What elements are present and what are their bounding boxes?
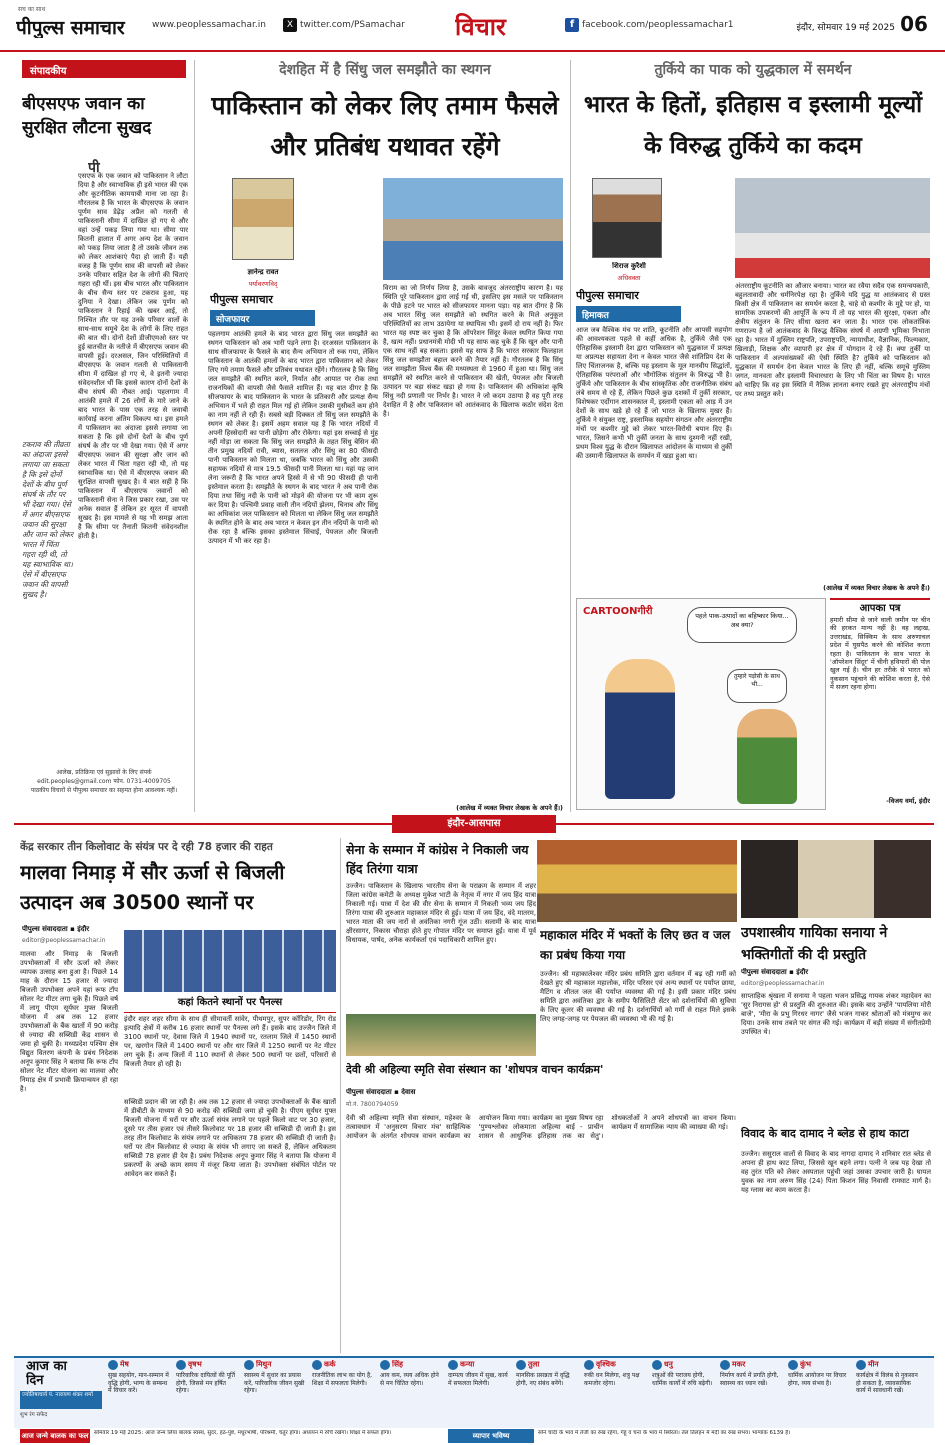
horoscope-title: आज का दिन [26, 1360, 67, 1388]
story1-kicker: केंद्र सरकार तीन किलोवाट के संयंत्र पर दे रही 78 हजार की राहत [20, 841, 273, 853]
horoscope-sign [176, 1360, 240, 1428]
article2-kicker: तुर्किये का पाक को युद्धकाल में समर्थन [654, 62, 852, 78]
section-title: विचार [455, 13, 506, 38]
sign-name: मीन [868, 1360, 879, 1369]
story4-city: इंदौर [796, 968, 809, 976]
child-text: सोमवार 19 मई 2025: आज जन्म लिया बालक स्वस्थ, सुंदर, हठ-पुष्ट, मधुरभाषी, परिश्रमी, चतुर होगा। अध्ययन में रुचि रखेगा। शिक्षा में सफल होगा। [94, 1430, 392, 1436]
cartoon-bubble-2: तुम्हारे पड़ोसी के साथ भी... [727, 669, 787, 703]
story3-body: उज्जैन। श्री महाकालेश्वर मंदिर प्रबंध समिति द्वारा वर्तमान में बढ़ रही गर्मी को देखते हुए श्री महाकाल महालोक, मंदिर परिसर एवं अन्य स्थानों पर पर्याप्त छाया, मैटिंग व शीतल जल की पर्याप्त व्यवस्था की गई है। इसी प्रकार मंदिर प्रबंध समिति द्वारा अवंतिका द्वार के समीप फैसिलिटी सेंटर को दर्शनार्थियों की सुविधा के लिए कूलर की व्यवस्था की गई है। दर्शनार्थियों को गर्मी से राहत मिले इसके लिए जगह-जगह पर पेयजल की व्यवस्था भी की गई है। [540, 970, 736, 1023]
cartoon-label: CARTOONगीरी [583, 606, 653, 617]
facebook-link[interactable]: facebook.com/peoplessamachar1 [582, 20, 734, 30]
story6-headline: विवाद के बाद दामाद ने ब्लेड से हाथ काटा [741, 1127, 909, 1140]
article1-kicker: देशहित में है सिंधु जल समझौते का स्थगन [279, 62, 491, 78]
story3-photo [537, 840, 737, 922]
article2-author-photo [592, 178, 662, 258]
market-title: व्यापार भविष्य [448, 1429, 534, 1443]
editorial-footer-email[interactable]: edit.peoples@gmail.com फोन. 0731-4009705 [37, 778, 171, 785]
sign-text: मानसिक प्रसन्नता में वृद्धि होगी, नए संबंध बनेंगे। [516, 1372, 570, 1387]
article1-body-col [318, 175, 378, 325]
page-number: 06 [900, 12, 928, 36]
horoscope-sign [244, 1360, 308, 1428]
story2-headline: सेना के सम्मान में कांग्रेस ने निकाली जय हिंद तिरंगा यात्रा [346, 842, 529, 876]
editorial-dropcap: पी [88, 160, 100, 176]
editorial-footer [18, 768, 190, 810]
regional-band: इंदौर-आसपास [392, 815, 556, 833]
horoscope-sign [108, 1360, 172, 1428]
article2-author-name: शिराज कुरैशी [612, 262, 646, 270]
story5-headline: देवी श्री अहिल्या स्मृति सेवा संस्थान का 'शोधपत्र वाचन कार्यक्रम' [346, 1063, 604, 1076]
sign-name: सिंह [392, 1360, 403, 1369]
article2-credit: (आलेख में व्यक्त विचार लेखक के अपने हैं।) [823, 584, 930, 592]
sign-text: आय कम, व्यय अधिक होने से मन चिंतित रहेगा। [380, 1372, 439, 1387]
editorial-tag: संपादकीय [22, 60, 186, 78]
article2-author-role: अधिवक्ता [617, 274, 641, 282]
editorial-footer-disclaimer: पाठकीय विचारों से पीपुल्स समाचार का सहमत होना आवश्यक नहीं। [30, 787, 178, 794]
article1-author-role: पर्यावरणविद् [248, 280, 278, 288]
story5-city: देवास [401, 1088, 416, 1096]
cartoon-figure-right [737, 709, 797, 804]
story2-photo [346, 1014, 536, 1056]
story4-headline: उपशास्त्रीय गायिका सनाया ने भक्तिगीतों की दी प्रस्तुति [741, 925, 888, 963]
article2-body-main: आज जब वैश्विक मंच पर शांति, कूटनीति और आपसी सहयोग की आवश्यकता पहले से कहीं अधिक है, तुर्किये जैसे एक ऐतिहासिक इस्लामी देश द्वारा पाकिस्तान को युद्धकाल में प्रत्यक्ष या अप्रत्यक्ष सहायता देना न केवल भारत जैसे शांतिप्रिय देश के लिए चिंताजनक है, बल्कि यह इस्लाम के मूल मानवीय सिद्धांतों, ऐतिहासिक परंपराओं और भौगोलिक संतुलन के विरुद्ध भी है। तुर्किये और पाकिस्तान के बीच सांस्कृतिक और राजनीतिक संबंध लंबे समय से रहे हैं, लेकिन पिछले कुछ दशकों में तुर्की सरकार, विशेषकर एर्दोगान शासनकाल में, इस्लामी एकता को आड़ में उन देशों के साथ खड़े हो रहे हैं जो भारत के खिलाफ मुखर हैं। तुर्किये ने संयुक्त राष्ट्र, इस्लामिक सहयोग संगठन और अंतरराष्ट्रीय मंचों पर कश्मीर मुद्दे को लेकर भारत-विरोधी बयान दिए हैं। भारत, जिसने कभी भी तुर्की जनता के साथ दुश्मनी नहीं रखी, प्रथम विश्व युद्ध के दौरान खिलाफत आंदोलन के माध्यम से तुर्की की उस्मानी खिलाफत के समर्थन में खड़ा हुआ था। [576, 326, 732, 460]
article1-author-name: ज्ञानेन्द्र रावत [247, 268, 279, 276]
horoscope-sign [652, 1360, 716, 1428]
sign-name: कर्क [324, 1360, 336, 1369]
story1-byline: पीपुल्स संवाददाता ▪ इंदौर [22, 925, 90, 933]
divider [570, 60, 571, 812]
story4-email: editor@peoplessamachar.in [741, 980, 825, 987]
story1-body2: सब्सिडी प्रदान की जा रही है। अब तक 12 हजार से ज्यादा उपभोक्ताओं के बैंक खातों में डीबीटी के माध्यम से 90 करोड़ की सब्सिडी जमा हो चुकी है। पीएम सूर्यघर मुफ्त बिजली योजना में घरों पर सौर ऊर्जा संयंत्र लगाने पर पहले किलो वाट पर 30 हजार, दूसरे पर तीस हजार एवं तीसरे किलोवाट पर 18 हजार की सब्सिडी दी जाती है। इस तरह तीन किलोवाट के संयंत्र लगाने पर अधिकतम 78 हजार की सब्सिडी दी जाती है। घरों पर तीन किलोवाट से ज्यादा के संयंत्र भी लगाए जा सकते हैं, लेकिन अधिकतम सब्सिडी 78 हजार ही देय है। प्रबंध निदेशक अनूप कुमार सिंह ने बताया कि योजना में प्रकरणों के अच्छे काम समय में मंजूर किया जाता है। उपभोक्ता संबंधित पोर्टल पर आवेदन कर सकते हैं। [124, 1098, 336, 1178]
horoscope-sign [720, 1360, 784, 1428]
x-icon: X [283, 18, 297, 32]
horoscope-strip [14, 1356, 934, 1428]
editorial-pullquote: टकराव की तीव्रता का अंदाजा इससे लगाया जा सकता है कि इसे दोनों देशों के बीच पूर्ण संघर्ष के तौर पर भी देखा गया। ऐसे में अगर बीएसएफ जवान की सुरक्षा और जान को लेकर भारत में चिंता गहरा रही थी, तो यह स्वाभाविक था। ऐसे में बीएसएफ जवान की वापसी सुखद है। [22, 440, 74, 599]
dateline: इंदौर, सोमवार 19 मई 2025 [796, 23, 895, 33]
story1-email: editor@peoplessamachar.in [22, 937, 106, 944]
logo[interactable]: पीपुल्स समाचार [16, 17, 125, 38]
sign-text: पारिवारिक दायित्वों की पूर्ति होगी, जिससे मन हर्षित रहेगा। [176, 1372, 235, 1394]
story1-headline: मालवा निमाड़ में सौर ऊर्जा से बिजली उत्पादन अब 30500 स्थानों पर [20, 861, 285, 914]
story1-box: इंदौर शहर शहर सीमा के साथ ही सीमावर्ती सांवेर, पीथमपुर, सुपर कॉरिडोर, रिंग रोड इत्यादि क्षेत्रों में करीब 16 हजार स्थानों पर पैनल्स लगे हैं। इसके बाद उज्जैन जिले में 3100 स्थानों पर, देवास जिले में 1940 स्थानों पर, रतलाम जिले में 1450 स्थानों पर, खरगोन जिले में 1400 स्थानों पर और धार जिले में 1250 स्थानों पर नेट मीटर लग चुके हैं। अन्य जिलों में 110 स्थानों से लेकर 500 स्थानों पर छतों, परिसरों से बिजली तैयार हो रही है। [124, 1012, 336, 1094]
article2-body2: अंतरराष्ट्रीय कूटनीति का औजार बनाया। भारत का रवैया सदैव एक समन्वयकारी, बहुलतावादी और धर्मनिरपेक्ष रहा है। तुर्किये यदि युद्ध या आतंकवाद से ग्रस्त किसी क्षेत्र में पाकिस्तान का समर्थन करता है, चाहे वो कश्मीर के मुद्दे पर हो, या सामरिक उपकरणों की आपूर्ति के रूप में तो यह भारत की सुरक्षा, एकता और क्षेत्रीय संतुलन के लिए सीधा खतरा बन जाता है। भारत एक लोकतांत्रिक गणराज्य है जो आतंकवाद के विरुद्ध वैश्विक संघर्ष में अग्रणी भूमिका निभाता रहा है। भारत में मुस्लिम राष्ट्रपति, उपराष्ट्रपति, न्यायाधीश, वैज्ञानिक, फिल्मकार, खिलाड़ी, शिक्षक और व्यापारी हर क्षेत्र में योगदान दे रहे हैं। क्या तुर्की या पाकिस्तान में अल्पसंख्यकों की ऐसी स्थिति है? तुर्किये को पाकिस्तान को युद्धकाल में समर्थन देना केवल भारत के लिए ही नहीं, बल्कि समूचे मुस्लिम जगत, मानवता और इस्लामी विचारधारा के लिए भी चिंता का विषय है। भारत को चाहिए कि वह इस स्थिति में नैतिक ज्ञानता बनाए रखते हुए अंतरराष्ट्रीय मंचों पर तथ्य प्रस्तुत करे। [735, 282, 930, 398]
sign-text: धार्मिक आयोजन पर विचार होगा, व्यय संभव है। [788, 1372, 847, 1387]
zodiac-icon [244, 1360, 254, 1370]
sign-name: वृश्चिक [596, 1360, 616, 1369]
letters-box [830, 598, 930, 810]
market-text: सोने चांदी के भाव में तेजी का रुख रहेगा, गेहूं व चना के भाव में स्थिरता। तेल तिलहन में मंदी का रुख संभव। भाग्यांक 6139 है। [538, 1430, 791, 1436]
zodiac-icon [448, 1360, 458, 1370]
story4-body: साप्ताहिक श्रृंखला में सनाया ने पहला भजन प्रसिद्ध गायक शंकर महादेवन का 'सुर निरागस हो' से प्रस्तुति की शुरुआत की। इसके बाद उन्होंने 'पायलिया मोरी बाजे', 'मीरा के प्रभु गिरधर नागर' जैसे भजन गाकर श्रोताओं को मंत्रमुग्ध कर दिया। उनके साथ तबले पर संगत की गई। कार्यक्रम में बड़ी संख्या में संगीतप्रेमी उपस्थित थे। [741, 992, 931, 1036]
zodiac-icon [108, 1360, 118, 1370]
zodiac-icon [856, 1360, 866, 1370]
zodiac-icon [516, 1360, 526, 1370]
horoscope-sign [448, 1360, 512, 1428]
zodiac-icon [176, 1360, 186, 1370]
letters-title: आपका पत्र [830, 598, 930, 613]
sign-name: वृषभ [188, 1360, 202, 1369]
sign-text: कार्यक्षेत्र में विलंब से नुकसान हो सकता है, व्यावसायिक कार्य में सावधानी रखें। [856, 1372, 918, 1394]
letters-sign: -विजय वर्मा, इंदौर [886, 797, 930, 805]
sign-text: शत्रुओं की पराजय होगी, धार्मिक कार्यों में रुचि बढ़ेगी। [652, 1372, 713, 1387]
sign-text: राजनीतिक लाभ का योग है, शिक्षा में सफलता मिलेगी। [312, 1372, 373, 1387]
story1-solar-photo [124, 930, 336, 992]
story5-body: देवी श्री अहिल्या स्मृति सेवा संस्थान, महेश्वर के तत्वावधान में 'अनुसरण विचार मंच' साहित्यिक आयोजन के अंतर्गत शोधपत्र वाचन कार्यक्रम का आयोजन किया गया। कार्यक्रम का मुख्य विषय रहा 'पुण्यश्लोका लोकमाता अहिल्या बाई - प्राचीन शासन से आधुनिक इतिहास तक का सेतु'। शोधकर्ताओं ने अपने शोधपत्रों का वाचन किया। कार्यक्रम में सामाजिक न्याय की व्याख्या की गई। [346, 1114, 736, 1140]
article1-column-brand: पीपुल्स समाचार [210, 293, 273, 306]
sign-text: सुख सहयोग, मान-सम्मान में वृद्धि होगी, भाग्य के सम्बन्ध में विचार करें। [108, 1372, 169, 1394]
article1-body2: विराम का जो निर्णय लिया है, उसके बावजूद अंतरराष्ट्रीय कारण है। यह स्थिति पूरे पाकिस्तान द्वारा लाई गई थी, इसलिए इस मसले पर पाकिस्तान के पीछे हटने पर भारत को सीजफायर मानना पड़ा। यह बात दीगर है कि अब भारत सिंधु जल समझौते को स्थगित करने के मिले अनुकूल परिस्थितियों का लाभ उठायेगा या स्थायित्व भी। इसमें दो राय नहीं है। फिर भारत यह स्पष्ट कर चुका है कि ऑपरेशन सिंदूर केवल स्थगित किया गया है, खत्म नहीं। प्रधानमंत्री मोदी भी यह साफ कह चुके हैं कि खून और पानी एक साथ नहीं बह सकता। इससे यह साफ है कि भारत सरकार फिलहाल सिंधु जल समझौता बहाल करने की तैयार नहीं है। गौरतलब है कि सिंधु जल समझौता विश्व बैंक की मध्यस्थता से 1960 में हुआ था। सिंधु जल समझौते को स्थगित करने से पाकिस्तान की खेती, पेयजल और बिजली उत्पादन पर बड़ा संकट खड़ा हो गया है। पाकिस्तान की अधिकांश कृषि सिंधु नदी प्रणाली पर निर्भर है। भारत ने जो कदम उठाया है वह पूरी तरह देशहित में है और पाकिस्तान को आतंकवाद के खिलाफ कठोर संदेश देता है। [383, 284, 563, 418]
logo-tagline: सच का साथ [18, 6, 46, 13]
twitter-link[interactable]: twitter.com/PSamachar [300, 20, 405, 30]
story6-body: उज्जैन। ससुराल वालों से विवाद के बाद नागदा दामाद ने शनिवार रात ब्लेड से अपना ही हाथ काट लिया, जिससे खून बहने लगा। पत्नी ने जब यह देखा तो वह तुरंत पति को लेकर अस्पताल पहुंची जहां उसका उपचार जारी है। घायल युवक का नाम अरुण सिंह (24) पिता किशन सिंह निवासी रामघाट मार्ग है। यह ग्लास का काम करता है। [741, 1150, 931, 1194]
divider [340, 838, 341, 1353]
child-title: आज जन्मे बालक का फल [20, 1429, 90, 1443]
story5-reporter: पीपुल्स संवाददाता [346, 1088, 392, 1096]
facebook-icon: f [565, 18, 579, 32]
article2-headline: भारत के हितों, इतिहास व इस्लामी मूल्यों के विरुद्ध तुर्किये का कदम [583, 92, 923, 159]
cartoon-figure-left [605, 659, 675, 799]
cartoon-box [576, 598, 826, 810]
zodiac-icon [788, 1360, 798, 1370]
sign-text: दाम्पत्य जीवन में सुख, कार्य में सफलता मिलेगी। [448, 1372, 508, 1387]
sign-text: स्वास्थ्य में सुधार का प्रयास करें, पारिवारिक जीवन सुखी रहेगा। [244, 1372, 305, 1394]
sign-name: धनु [664, 1360, 673, 1369]
editorial-title: बीएसएफ जवान का सुरक्षित लौटना सुखद [22, 94, 152, 138]
story4-photo [741, 840, 931, 918]
horoscope-sign [856, 1360, 920, 1428]
article2-body [668, 178, 728, 328]
article2-ship-photo [735, 178, 930, 278]
article1-author-photo [232, 178, 294, 260]
zodiac-icon [584, 1360, 594, 1370]
article1-body: पहलगाम आतंकी हमले के बाद भारत द्वारा सिंधु जल समझौते का स्थगन पाकिस्तान को अब भारी पड़ने लगा है। दरअसल पाकिस्तान के साथ सीजफायर के फैसले के बाद सैन्य अभियान तो रुक गया, लेकिन पाकिस्तान के आतंकी हमलों के बाद भारत द्वारा पाकिस्तान को लेकर लिए गये तमाम फैसले और प्रतिबंध यथावत रहेंगे। गौरतलब है कि सिंधु जल समझौते की स्थगित करने, निर्यात और आयात पर रोक तथा राजनयिकों की वापसी जैसे फैसले शामिल हैं। यह बात दीगर है कि सीजफायर के बाद पाकिस्तान के भारत के प्रतिकारी और प्रत्यक्ष सैन्य अभियान में भले ही राहत मिल गई हो लेकिन उसकी मुसीबतें कम होने का नाम नहीं ले रही हैं। सबसे बड़ी दिक्कत तो सिंधु जल समझौते के स्थगन को लेकर है। इसमें अहम सवाल यह है कि भारत नदियों में अपनी हिस्सेदारी का पानी छोड़ेगा और रोकेगा। यहां इस सच्चाई से मुंह नहीं मोड़ा जा सकता कि सिंधु जल समझौते के तहत सिंधु बेसिन की तीन प्रमुख नदियों रावी, ब्यास, सतलज और सिंधु का 80 फीसदी पानी पाकिस्तान को मिलता था, जबकि भारत को सिंधु और उसकी सहायक नदियों से मात्र 19.5 फीसदी पानी मिलता था। यहां यह जान लेना जरूरी है कि भारत अपने हिस्से में से भी 90 फीसदी ही पानी इस्तेमाल करता है। समझौते के स्थगन के बाद भारत ने अब पानी रोक दिया तथा सिंधु नदी के पानी को मोड़ने की योजना पर भी काम शुरू कर दिया है। पश्चिमी प्रवाह वाली तीन नदियों झेलम, चिनाब और सिंधु का अधिकांश जल पाकिस्तान को मिलता था लेकिन सिंधु जल समझौते के स्थगित होने के बाद अब भारत न केवल इन तीन नदियों के पानी को रोक रहा है बल्कि इसका इस्तेमाल सिंचाई, पेयजल और बिजली उत्पादन में भी कर रहा है। [208, 330, 378, 545]
article1-headline: पाकिस्तान को लेकर लिए तमाम फैसले और प्रतिबंध यथावत रहेंगे [211, 91, 559, 161]
article2-column-brand: पीपुल्स समाचार [576, 289, 639, 302]
story4-reporter: पीपुल्स संवाददाता [741, 968, 787, 976]
horoscope-sign [516, 1360, 580, 1428]
horoscope-sign [312, 1360, 376, 1428]
horoscope-sign [788, 1360, 852, 1428]
editorial-body: एसएफ के एक जवान को पाकिस्तान ने लौटा दिया है और स्वाभाविक ही इसे भारत की एक और कूटनीतिक कामयाबी माना जा रहा है। गौरतलब है कि भारत के बीएसएफ के जवान पूर्णम साव डेढ़ेड़ अप्रैल को गलती से पाकिस्तानी सीमा में दाखिल हो गए थे और वहां उन्हें पकड़ लिया गया था। सीमा पार कितनी हालात में अगर अन्य देश के जवान को पकड़ लिया जाता है तो उसके जीवन तक को लेकर आशंकाएं पैदा हो जाती हैं। यही वजह है कि पूर्णम साव की वापसी को लेकर उनके परिवार सहित देश के लोगों की चिंताएं गहरा रही थीं। इस बीच भारत और पाकिस्तान के बीच सैन्य स्तर पर टकराव हुआ, यह दुनिया ने देखा। लेकिन जब पूर्णम को पाकिस्तान ने रिहाई की खबर आई, तो निश्चित तौर पर यह उनके परिवार वालों के साथ-साथ समूचे देश के लोगों के लिए राहत की बात थी। दोनों देशों डीजीएमओ स्तर पर हुई बातचीत के नतीजे में बीएसएफ जवान की वापसी हुई। दरअसल, जिन परिस्थितियों में बीएसएफ के जवान गलती से पाकिस्तानी सीमा में दाखिल हो गए थे, वे इतनी ज्यादा संवेदनशील थीं कि इससे कारण दोनों देशों के बीच संघर्ष की नौबत आई। पहलगाम में आतंकी हमले में 26 लोगों के मारे जाने के बाद भारत के पास एक तरह से जवाबी कार्रवाई करना अंतिम विकल्प था। इस हमले में पाकिस्तान का अंदाजा इससे लगाया जा सकता है कि इसे दोनों देशों के बीच पूर्ण संघर्ष के तौर पर भी देखा गया। ऐसे में अगर बीएसएफ जवान की सुरक्षा और जान को लेकर भारत में चिंता गहरा रही थी, तो यह स्वाभाविक था। ऐसे में बीएसएफ जवान की सुरक्षित वापसी सुखद है। ये बात सही है कि पाकिस्तान में बीएसएफ जवानों को पाकिस्तानी सेना ने जिस प्रकार रखा, उस पर अनेक सवाल हैं लेकिन हर सूरत में वापसी सुखद है। इस मामले से यह भी समझ आता है कि सीमा पर तैनाती कितनी संवेदनशील होती है। [78, 172, 188, 540]
horoscope-sign [584, 1360, 648, 1428]
sign-name: कुंभ [800, 1360, 812, 1369]
story5-phone: मो.नं. 7800794059 [346, 1101, 399, 1108]
sign-name: मकर [732, 1360, 746, 1369]
story1-caption: कहां कितने स्थानों पर पैनल्स [177, 997, 283, 1008]
story4-byline: पीपुल्स संवाददाता ▪ इंदौर [741, 968, 809, 976]
zodiac-icon [312, 1360, 322, 1370]
sign-name: मेष [120, 1360, 129, 1369]
horoscope-sign [380, 1360, 444, 1428]
story3-headline: महाकाल मंदिर में भक्तों के लिए छत व जल का प्रबंध किया गया [540, 928, 731, 962]
sign-name: कन्या [460, 1360, 475, 1369]
sign-text: रुकी धन मिलेगा, शत्रु पक्ष कमजोर रहेगा। [584, 1372, 640, 1387]
horoscope-sub: शुभ रंग सफेद [20, 1412, 48, 1418]
zodiac-icon [652, 1360, 662, 1370]
zodiac-icon [720, 1360, 730, 1370]
sign-name: मिथुन [256, 1360, 272, 1369]
divider [194, 60, 195, 812]
zodiac-icon [380, 1360, 390, 1370]
article1-column-name: सोजफायर [210, 310, 315, 326]
cartoon-bubble-1: पहले पाक-उत्पादों का बहिष्कार किया... अब क्या? [687, 607, 797, 643]
article1-river-photo [383, 178, 563, 280]
editorial-footer-contact: आलेख, प्रतिक्रिया एवं सुझावों के लिए संपर्क [56, 769, 152, 776]
story1-reporter: पीपुल्स संवाददाता [22, 925, 68, 933]
story1-city: इंदौर [77, 925, 90, 933]
story1-body: मालवा और निमाड़ के बिजली उपभोक्ताओं में सौर ऊर्जा को लेकर व्यापक उत्साह बना हुआ है। पिछले 14 माह के दौरान 15 हजार से ज्यादा बिजली उपभोक्ता अपने यहां रूफ टॉप सोलर नेट मीटर लगा चुके हैं। पिछले वर्ष में लागू पीएम सूर्यघर मुफ्त बिजली योजना में अब तक 12 हजार उपभोक्ताओं के बैंक खातों में 90 करोड़ से ज्यादा की सब्सिडी केंद्र शासन से जमा हो चुकी है। मध्यप्रदेश पश्चिम क्षेत्र विद्युत वितरण कंपनी के प्रबंध निदेशक अनूप कुमार सिंह ने बताया कि रूफ टॉप सोलर नेट मीटर योजना का मालवा और निमाड़ क्षेत्र में प्रभावी क्रियान्वयन हो रहा है। [20, 950, 118, 1093]
horoscope-astrologer: ज्योतिषाचार्य पं. नारायण शंकर शर्मा [20, 1391, 102, 1409]
story5-byline: पीपुल्स संवाददाता ▪ देवास [346, 1088, 416, 1096]
article1-credit: (आलेख में व्यक्त विचार लेखक के अपने हैं।) [456, 804, 563, 812]
sign-name: तुला [528, 1360, 540, 1369]
masthead [0, 0, 945, 52]
story2-body: उज्जैन। पाकिस्तान के खिलाफ भारतीय सेना के पराक्रम के सम्मान में शहर जिला कांग्रेस कमेटी के अध्यक्ष मुकेश भाटी के नेतृत्व में नगर में जय हिंद यात्रा निकाली गई। यात्रा में देश की वीर सेना के सम्मान में निकली भव्य जय हिंद तिरंगा यात्रा की शुरुआत महाकाल मंदिर से हुई। यात्रा में जय हिंद, वंदे मातरम, भारत माता की जय नारों से अवंतिका नगरी गूंज उठी। सलामी के बाद यात्रा क्षीरसागर, निकास चौराहा होते हुए गोपाल मंदिर पर समाप्त हुई। यात्रा में पूर्व विधायक, पार्षद, अनेक कार्यकर्ता एवं पदाधिकारी शामिल हुए। [346, 882, 536, 944]
article2-column-name: हिमाकत [576, 306, 681, 322]
letters-body: हमारी सीमा से जाने वाली जमीन पर चीन की हरकत मान्य नहीं है। वह लद्दाख, उत्तराखंड, सिक्किम के साथ अरुणाचल प्रदेश में घुसपैठ करने की कोशिश करता रहता है। पाकिस्तान के साथ भारत के 'ऑपरेशन सिंदूर' में चीनी हथियारों की पोल खुल गई है। चीन हर तरीके से भारत को नुकसान पहुंचाने की कोशिश करता है, ऐसे में सजग रहना होगा। [830, 616, 930, 692]
website-link[interactable]: www.peoplessamachar.in [152, 20, 266, 30]
sign-text: निर्माण कार्य में प्रगति होगी, स्वास्थ्य का ध्यान रखें। [720, 1372, 779, 1387]
